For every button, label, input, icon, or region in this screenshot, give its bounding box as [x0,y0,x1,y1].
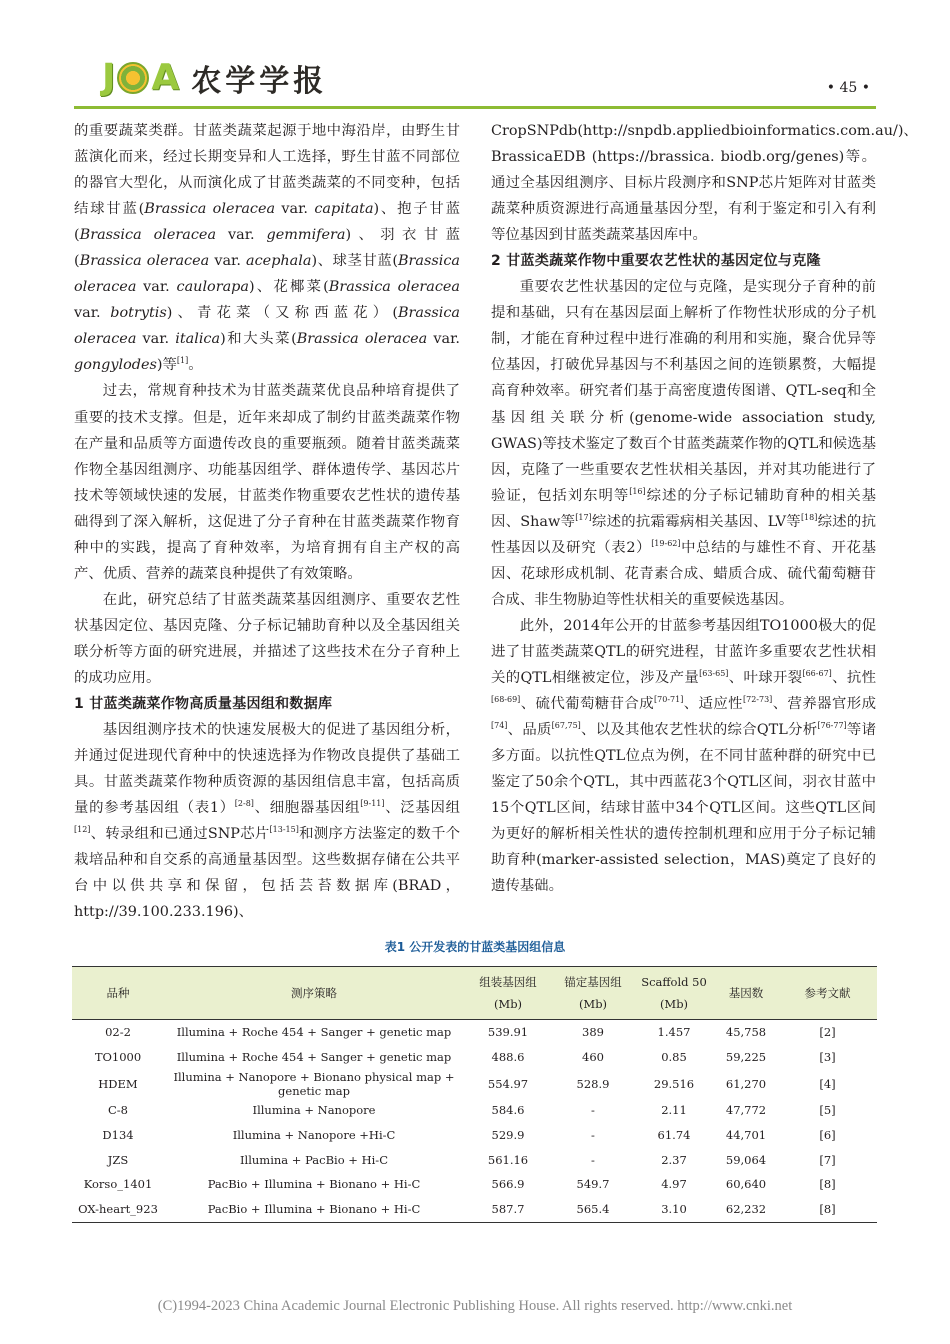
logo-seal-icon [117,62,149,94]
cell-reference: [5] [819,1102,836,1117]
cell-reference: [8] [819,1177,836,1192]
table-row [72,1172,877,1197]
cell-anchored: - [591,1152,595,1167]
text-run: var. [427,331,460,348]
species-name: Brassica oleracea [144,201,276,218]
cell-anchored: - [591,1102,595,1117]
cell-variety: TO1000 [94,1050,142,1065]
cell-genes: 45,758 [725,1025,767,1040]
cell-strategy: PacBio + Illumina + Bionano + Hi-C [207,1177,421,1192]
text-run: )、抱子甘蓝( [74,201,460,244]
citation: [2-8] [234,799,254,809]
left-column [74,118,460,925]
text-run: 、营养器官形成 [772,696,876,713]
cell-reference: [2] [819,1025,836,1040]
cell-anchored: 549.7 [576,1177,610,1192]
cell-genes: 59,064 [725,1152,767,1167]
table-row [72,1098,877,1123]
cell-anchored: 528.9 [576,1076,610,1091]
cell-assembly: 566.9 [491,1177,525,1192]
left-paragraph-2: 过去，常规育种技术为甘蓝类蔬菜优良品种培育提供了重要的技术支撑。但是，近年来却成了制约甘蓝类蔬菜作物在产量和品质等方面遗传改良的重要瓶颈。随着甘蓝类蔬菜作物全基因组测序、功能基因组学、群体遗传学、基因芯片技术等领域快速的发展，甘蓝类作物重要农艺性状的遗传基础得到了深入解析，这促进了分子育种在甘蓝类蔬菜作物育种中的实践，提高了育种效率，为培育拥有自主产权的高产、优质、营养的蔬菜良种提供了有效策略。 [74,383,460,582]
citation: [68-69] [491,695,521,705]
variety-name: botrytis [110,305,167,322]
text-run: 基因组测序技术的快速发展极大的促进了基因组分析，并通过促进现代育种中的快速选择为作物改良提供了基础工具。甘蓝类蔬菜作物种质资源的基因组信息丰富，包括高质量的参考基因组（表1） [74,722,460,817]
cell-strategy: Illumina + Nanopore [252,1102,376,1117]
text-run: )和大头菜( [220,331,297,348]
text-run: )等 [156,357,177,374]
cell-variety: OX-heart_923 [78,1202,158,1217]
cell-reference: [4] [819,1076,836,1091]
text-run: 中总结的与雄性不育、开花基因、花球形成机制、花青素合成、蜡质合成、硫代葡萄糖苷合成、非生物胁迫等性状相关的重要候选基因。 [491,539,876,608]
cell-variety: JZS [107,1152,129,1167]
citation: [76-77] [817,721,847,731]
section-heading-2: 2 甘蓝类蔬菜作物中重要农艺性状的基因定位与克隆 [491,253,821,270]
text-run: )、花椰菜( [248,279,329,296]
table-caption: 表1 公开发表的甘蓝类基因组信息 [384,940,566,954]
text-run: 等诸多方面。以抗性QTL位点为例，在不同甘蓝种群的研究中已鉴定了50余个QTL，其中西蓝花3个QTL区间，羽衣甘蓝中15个QTL区间，结球甘蓝中34个QTL区间。这些QTL区间为更好的解析相关性状的遗传控制机理和应用于分子标记辅助育种(marker-assisted selection，MAS)奠定了良好的遗传基础。 [491,722,876,895]
cell-genes: 47,772 [725,1102,767,1117]
cell-genes: 59,225 [725,1050,767,1065]
col-header-strategy: 测序策略 [164,967,464,1020]
text-run: 综述的抗性基因以及研究（表2） [491,513,876,556]
cell-anchored: 460 [582,1050,604,1065]
text-run: 、泛基因组 [384,800,460,817]
cell-genes: 62,232 [725,1202,767,1217]
col-header-anchored: 锚定基因组 (Mb) [552,967,634,1020]
text-run: 、品质 [507,722,552,739]
citation: [9-11] [360,799,385,809]
col-header-genes: 基因数 [714,967,778,1020]
text-run: )、球茎甘蓝( [311,253,398,270]
text-run: 。 [188,357,203,374]
table-row [72,1197,877,1222]
journal-title: 农学学报 [191,64,328,99]
cell-genes: 44,701 [725,1127,767,1142]
cell-variety: D134 [102,1127,134,1142]
col-header-reference: 参考文献 [778,967,877,1020]
cell-variety: 02-2 [105,1025,131,1040]
cell-scaffold: 3.10 [661,1202,687,1217]
table-header-row [72,967,877,1020]
text-run: 、转录组和已通过SNP芯片 [90,826,270,843]
col-header-scaffold: Scaffold 50 (Mb) [634,967,714,1020]
cell-assembly: 584.6 [491,1102,525,1117]
text-run: 此外，2014年公开的甘蓝参考基因组TO1000极大的促进了甘蓝类蔬菜QTL的研究进程，甘蓝许多重要农艺性状相关的QTL相继被定位，涉及产量 [491,617,876,686]
variety-name: acephala [246,253,312,270]
text-run: 、适应性 [683,696,743,713]
text-run: 和测序方法鉴定的数千个栽培品种和自交系的高通量基因型。这些数据存储在公共平台中以供共享和保留，包括芸苔数据库(BRAD，http://39.100.233.196)、 [74,826,460,921]
cell-variety: C-8 [107,1102,128,1117]
table-row [72,1045,877,1070]
species-name: Brassica oleracea [79,253,210,270]
text-run: 综述的抗霜霉病相关基因、LV等 [591,513,801,530]
cell-reference: [3] [819,1050,836,1065]
cell-scaffold: 0.85 [661,1050,687,1065]
cell-scaffold: 2.11 [661,1102,687,1117]
text-run: 重要农艺性状基因的定位与克隆，是实现分子育种的前提和基础，只有在基因层面上解析了作物性状形成的分子机制，才能在育种过程中进行准确的利用和实施，聚合优异等位基因，打破优异基因与不利基因之间的连锁累赘，大幅提高育种效率。研究者们基于高密度遗传图谱、QTL-seq和全基因组关联分析(genome-wide association study, GWAS)等技术鉴定了数百个甘蓝类蔬菜作物的QTL和候选基因，克隆了一些重要农艺性状相关基因，并对其功能进行了验证，包括刘东明等 [491,279,876,504]
cell-genes: 61,270 [725,1076,767,1091]
right-paragraph-1: CropSNPdb(http://snpdb.appliedbioinformatics.com.au/)、BrassicaEDB (https://brassica. biodb.org/genes)等。通过全基因组测序、目标片段测序和SNP芯片矩阵对甘蓝类蔬菜种质资源进行高通量基因分型，有利于鉴定和引入有利等位基因到甘蓝类蔬菜基因库中。 [491,123,918,244]
cell-assembly: 539.91 [487,1025,529,1040]
citation: [19-62] [651,538,681,548]
left-paragraph-3: 在此，研究总结了甘蓝类蔬菜基因组测序、重要农艺性状基因定位、基因克隆、分子标记辅助育种以及全基因组关联分析等方面的研究进展，并描述了这些技术在分子育种上的成功应用。 [74,591,460,686]
cell-anchored: 389 [582,1025,604,1040]
copyright-footer: (C)1994-2023 China Academic Journal Electronic Publishing House. All rights reserved. http://www.cnki.net [157,1298,793,1314]
table-row [72,1122,877,1147]
table-row [72,1147,877,1172]
journal-header [74,56,876,108]
citation: [16] [629,486,646,496]
cell-strategy: Illumina + PacBio + Hi-C [239,1152,388,1167]
text-run: 、叶球开裂 [728,669,803,686]
left-paragraph-4 [74,717,460,925]
text-run: )、青花菜（又称西蓝花）( [166,305,398,322]
text-run: 、细胞器基因组 [253,800,361,817]
cell-scaffold: 29.516 [653,1076,695,1091]
right-paragraph-2 [491,274,876,613]
header-rule [74,106,876,109]
variety-name: caulorapa [176,279,249,296]
col-header-variety: 品种 [72,967,164,1020]
cell-variety: Korso_1401 [83,1177,153,1192]
species-name: Brassica oleracea [79,227,217,244]
citation: [17] [575,512,592,522]
left-paragraph-1 [74,118,460,378]
cell-strategy: Illumina + Roche 454 + Sanger + genetic map [176,1025,452,1040]
cell-strategy: Illumina + Nanopore + Bionano physical map + genetic map [173,1069,455,1098]
cell-strategy: Illumina + Nanopore +Hi-C [232,1127,396,1142]
cell-scaffold: 1.457 [657,1025,691,1040]
cell-assembly: 587.7 [491,1202,525,1217]
citation: [1] [176,356,189,366]
table-row [72,1020,877,1045]
cell-assembly: 488.6 [491,1050,525,1065]
text-run: var. [275,201,315,218]
journal-logo [102,56,327,100]
text-run: var. [136,279,177,296]
text-run: var. [209,253,247,270]
cell-reference: [7] [819,1152,836,1167]
text-run: 、抗性 [831,669,876,686]
citation: [72-73] [742,695,773,705]
variety-name: gongylodes [74,357,157,374]
citation: [13-15] [269,825,299,835]
variety-name: capitata [314,201,374,218]
cell-anchored: 565.4 [576,1202,610,1217]
cell-variety: HDEM [98,1076,138,1091]
text-run: var. [216,227,267,244]
text-run: )、羽衣甘蓝( [74,227,460,270]
citation: [67,75] [551,721,581,731]
cell-assembly: 529.9 [491,1127,525,1142]
text-run: 、以及其他农艺性状的综合QTL分析 [580,722,818,739]
species-name: Brassica oleracea [328,279,460,296]
text-run: var. [74,305,111,322]
cell-reference: [6] [819,1127,836,1142]
text-run: 、硫代葡萄糖苷合成 [520,696,655,713]
citation: [74] [491,721,508,731]
citation: [12] [74,825,91,835]
citation: [18] [800,512,818,522]
page-number: • 45 • [826,80,870,96]
col-header-assembly: 组装基因组 (Mb) [464,967,552,1020]
citation: [63-65] [699,668,729,678]
cell-strategy: Illumina + Roche 454 + Sanger + genetic map [176,1050,452,1065]
text-run: var. [136,331,176,348]
species-name: Brassica oleracea [296,331,428,348]
citation: [66-67] [802,668,832,678]
cell-scaffold: 61.74 [657,1127,691,1142]
text-run: 综述的分子标记辅助育种的相关基因、Shaw等 [491,487,876,530]
cell-scaffold: 2.37 [661,1152,687,1167]
logo-letter-j: J [102,57,116,98]
logo-letter-a: A [151,57,180,98]
cell-scaffold: 4.97 [661,1177,687,1192]
cell-anchored: - [591,1127,595,1142]
species-name: Brassica oleracea [74,305,460,348]
table-row [72,1070,877,1098]
cell-reference: [8] [819,1202,836,1217]
text-run: 的重要蔬菜类群。甘蓝类蔬菜起源于地中海沿岸，由野生甘蓝演化而来，经过长期变异和人工选择，野生甘蓝不同部位的器官大型化，从而演化成了甘蓝类蔬菜的不同变种，包括结球甘蓝( [74,123,460,218]
cell-genes: 60,640 [725,1177,767,1192]
table-body [72,1020,877,1223]
citation: [70-71] [654,695,684,705]
cell-strategy: PacBio + Illumina + Bionano + Hi-C [207,1202,421,1217]
genome-table [72,966,877,1223]
right-column [491,118,918,899]
variety-name: gemmifera [266,227,346,244]
right-paragraph-3 [491,613,876,900]
variety-name: italica [175,331,221,348]
cell-assembly: 561.16 [487,1152,529,1167]
species-name: Brassica oleracea [74,253,460,296]
cell-assembly: 554.97 [487,1076,529,1091]
section-heading-1: 1 甘蓝类蔬菜作物高质量基因组和数据库 [74,696,333,713]
